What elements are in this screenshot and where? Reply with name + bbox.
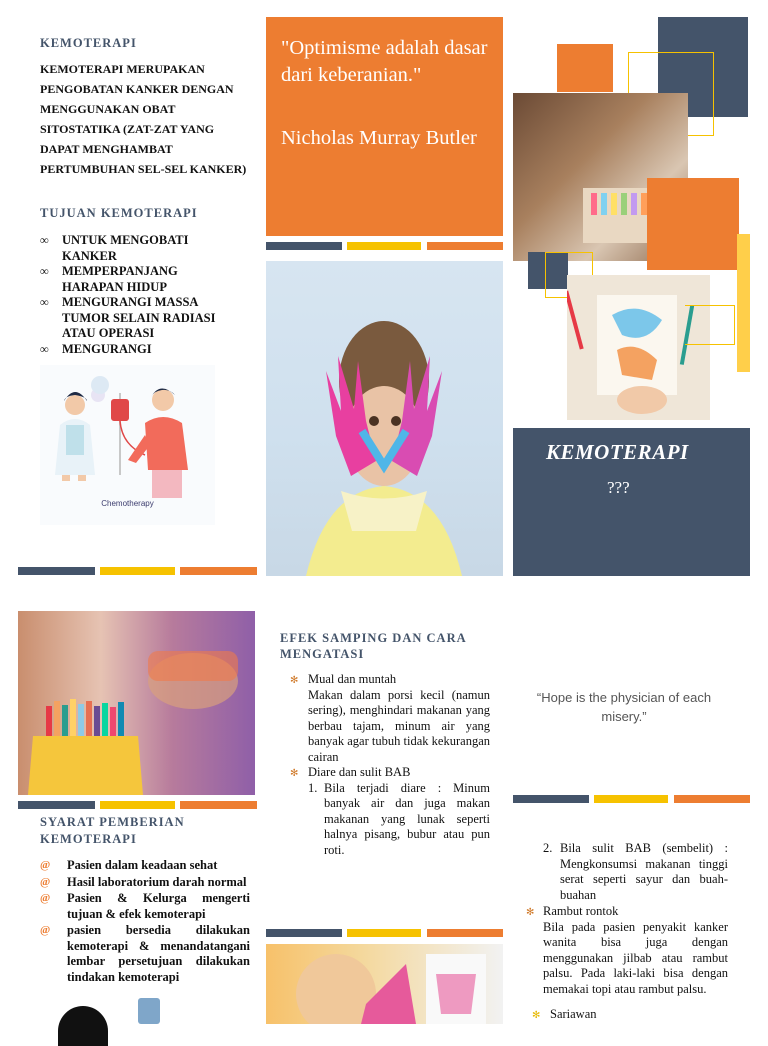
list-item: @ Hasil laboratorium darah normal [40, 874, 247, 889]
decor-square-orange-large [647, 178, 739, 270]
divider-stripe-gold [100, 567, 175, 575]
infinity-bullet-icon: ∞ [40, 341, 49, 356]
decor-bar-gold [737, 234, 750, 372]
bullet-icon: ✻ [290, 675, 299, 686]
decor-square-orange [557, 44, 613, 92]
divider-stripe-orange [180, 567, 257, 575]
divider-stripe-navy [18, 567, 95, 575]
infinity-bullet-icon: ∞ [40, 264, 49, 278]
decor-frame-gold-edge [685, 305, 735, 345]
sariawan-title: Sariawan [550, 1007, 597, 1021]
crayons-photo [18, 611, 255, 795]
sub-number: 1. [308, 780, 318, 795]
sub-number: 2. [543, 841, 553, 855]
effect1-text: Makan dalam porsi kecil (namun sering), menghindari makanan yang berbau tajam, minum air yang banyak agar tubuh tidak kekurangan cairan [308, 687, 490, 764]
effect1-title: Mual dan muntah [308, 672, 397, 686]
hope-quote: “Hope is the physician of each misery.” [536, 690, 712, 724]
quote-author: Nicholas Murray Butler [281, 127, 477, 149]
syarat-heading: SYARAT PEMBERIAN KEMOTERAPI [40, 815, 185, 846]
goals-list [40, 233, 240, 357]
bullet-icon: ✻ [290, 768, 299, 779]
divider-stripe-orange [180, 801, 257, 809]
divider-stripe-gold [100, 801, 175, 809]
cover-title: KEMOTERAPI [546, 440, 689, 464]
cover-title-box [513, 428, 750, 576]
divider-stripe-navy [513, 795, 589, 803]
list-item: ∞ MEMPERPANJANG HARAPAN HIDUP [40, 264, 178, 294]
at-bullet-icon: @ [40, 859, 51, 871]
divider-stripe-orange [427, 929, 503, 937]
at-bullet-icon: @ [40, 875, 51, 888]
divider-stripe-gold [594, 795, 668, 803]
illustration-caption: Chemotherapy [101, 499, 154, 508]
children-drawing-photo [567, 275, 710, 420]
chemotherapy-illustration [40, 365, 215, 525]
at-bullet-icon: @ [40, 892, 51, 904]
divider-stripe-navy [18, 801, 95, 809]
decor-dark-shape [58, 1006, 108, 1046]
hair-title: Rambut rontok [543, 904, 619, 918]
list-item: ∞ MENGURANGI MASSA TUMOR SELAIN RADIASI ATAU OPERASI [40, 295, 216, 340]
definition-text: KEMOTERAPI MERUPAKAN PENGOBATAN KANKER DENGAN MENGGUNAKAN OBAT SITOSTATIKA (ZAT-ZAT YANG DAPAT MENGHAMBAT PERTUMBUHAN SEL-SEL KANKER) [40, 62, 247, 176]
right-column-effects [526, 841, 728, 1023]
list-item: ∞ MENGURANGI [40, 341, 152, 356]
efek-samping-heading: EFEK SAMPING DAN CARA MENGATASI [280, 631, 466, 661]
divider-stripe-orange [674, 795, 750, 803]
panel-heading-kemoterapi: KEMOTERAPI [40, 36, 137, 50]
goals-heading: TUJUAN KEMOTERAPI [40, 206, 198, 220]
infinity-bullet-icon: ∞ [40, 295, 49, 309]
effect2-sub2-text: Bila sulit BAB (sembelit) : Mengkonsumsi makanan tinggi serat seperti sayur dan buah-buahan [560, 841, 728, 902]
effect2-title: Diare dan sulit BAB [308, 765, 411, 779]
list-item: @ Pasien dalam keadaan sehat [40, 858, 218, 872]
cover-subtitle: ??? [607, 478, 630, 497]
effect-mual [290, 672, 490, 858]
quote-text: "Optimisme adalah dasar dari keberanian." [281, 37, 488, 86]
girl-photo-bottom [266, 944, 503, 1024]
girl-painted-hands-photo [266, 261, 503, 576]
decor-bottle-shape [138, 998, 160, 1024]
at-bullet-icon: @ [40, 924, 51, 936]
hair-text: Bila pada pasien penyakit kanker wanita bisa juga dengan menggunakan jilbab atau rambut palsu. Pada laki-laki bisa dengan memakai topi atau rambut palsu. [543, 919, 728, 996]
bullet-icon: ✻ [526, 907, 535, 918]
list-item: ∞ UNTUK MENGOBATI KANKER [40, 233, 189, 263]
infinity-bullet-icon: ∞ [40, 233, 49, 247]
effect2-sub1-text: Bila terjadi diare : Minum banyak air dan juga makan makanan yang lunak seperti halnya pisang, bubur atau pun roti. [324, 780, 490, 857]
list-item: @ Pasien & Kelurga mengerti tujuan & efek kemoterapi [40, 891, 250, 921]
divider-stripe-navy [266, 929, 342, 937]
quote-box [266, 17, 503, 236]
list-item: @ pasien bersedia dilakukan kemoterapi & menandatangani lembar persetujuan dilakukan tindakan kemoterapi [40, 923, 250, 984]
divider-stripe-gold [347, 242, 421, 250]
divider-stripe-navy [266, 242, 342, 250]
divider-stripe-gold [347, 929, 421, 937]
divider-stripe-orange [427, 242, 503, 250]
bullet-icon: ✻ [532, 1010, 541, 1021]
syarat-list [40, 858, 250, 986]
